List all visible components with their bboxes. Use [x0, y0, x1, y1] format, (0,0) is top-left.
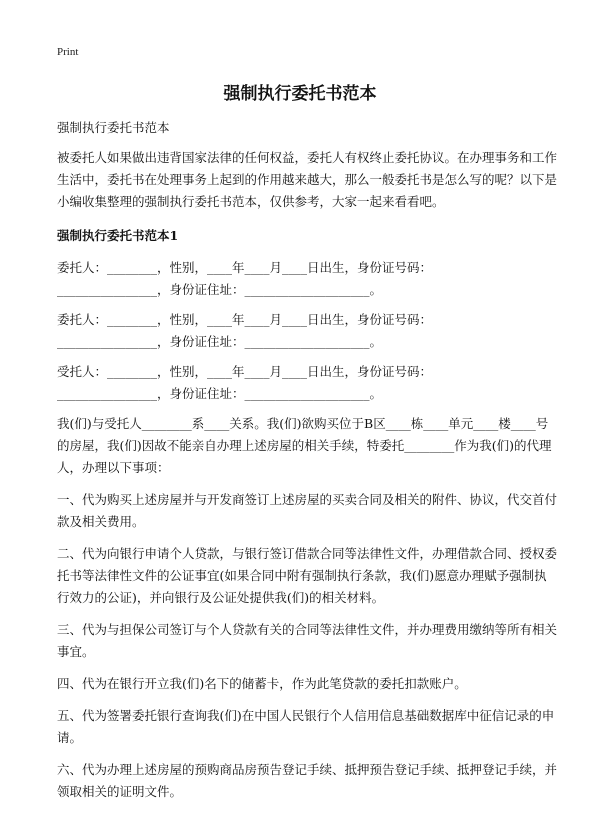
authorized-item: 一、代为购买上述房屋并与开发商签订上述房屋的买卖合同及相关的附件、协议，代交首付款及相关费用。 [57, 492, 558, 529]
authorized-item: 四、代为在银行开立我(们)名下的储蓄卡，作为此笔贷款的委托扣款账户。 [57, 676, 467, 691]
party-line: ________________，身份证住址：____________________。 [57, 282, 383, 297]
authorized-item: 五、代为签署委托银行查询我(们)在中国人民银行个人信用信息基础数据库中征信记录的申请。 [57, 708, 555, 745]
authorized-item: 六、代为办理上述房屋的预购商品房预告登记手续、抵押预告登记手续、抵押登记手续，并领取相关的证明文件。 [57, 762, 558, 799]
authorized-item: 三、代为与担保公司签订与个人贷款有关的合同等法律性文件，并办理费用缴纳等所有相关事宜。 [57, 622, 558, 659]
party-line: ________________，身份证住址：____________________。 [57, 386, 383, 401]
party-line: 委托人：________，性别，____年____月____日出生，身份证号码： [57, 260, 433, 275]
party-line: ________________，身份证住址：____________________。 [57, 334, 383, 349]
document-subtitle: 强制执行委托书范本 [57, 120, 170, 135]
page-title: 强制执行委托书范本 [223, 84, 377, 104]
party-block-principal-2 [57, 309, 557, 353]
party-block-principal-1 [57, 257, 557, 301]
party-line: 委托人：________，性别，____年____月____日出生，身份证号码： [57, 312, 433, 327]
party-block-agent [57, 361, 557, 405]
print-link[interactable]: Print [57, 46, 79, 58]
relation-paragraph: 我(们)与受托人________系____关系。我(们)欲购买位于B区____栋____单元____楼____号的房屋，我(们)因故不能亲自办理上述房屋的相关手续，特委托________作为我(们)的代理人，办理以下事项： [57, 416, 552, 475]
document-body [57, 117, 557, 813]
party-line: 受托人：________，性别，____年____月____日出生，身份证号码： [57, 364, 433, 379]
section-heading: 强制执行委托书范本1 [57, 228, 179, 243]
intro-paragraph: 被委托人如果做出违背国家法律的任何权益，委托人有权终止委托协议。在办理事务和工作生活中，委托书在处理事务上起到的作用越来越大，那么一般委托书是怎么写的呢？以下是小编收集整理的强制执行委托书范本，仅供参考，大家一起来看看吧。 [57, 150, 558, 209]
authorized-items-list [57, 489, 557, 803]
authorized-item: 二、代为向银行申请个人贷款，与银行签订借款合同等法律性文件，办理借款合同、授权委托书等法律性文件的公证事宜(如果合同中附有强制执行条款，我(们)愿意办理赋予强制执行效力的公证)，并向银行及公证处提供我(们)的相关材料。 [57, 546, 558, 605]
